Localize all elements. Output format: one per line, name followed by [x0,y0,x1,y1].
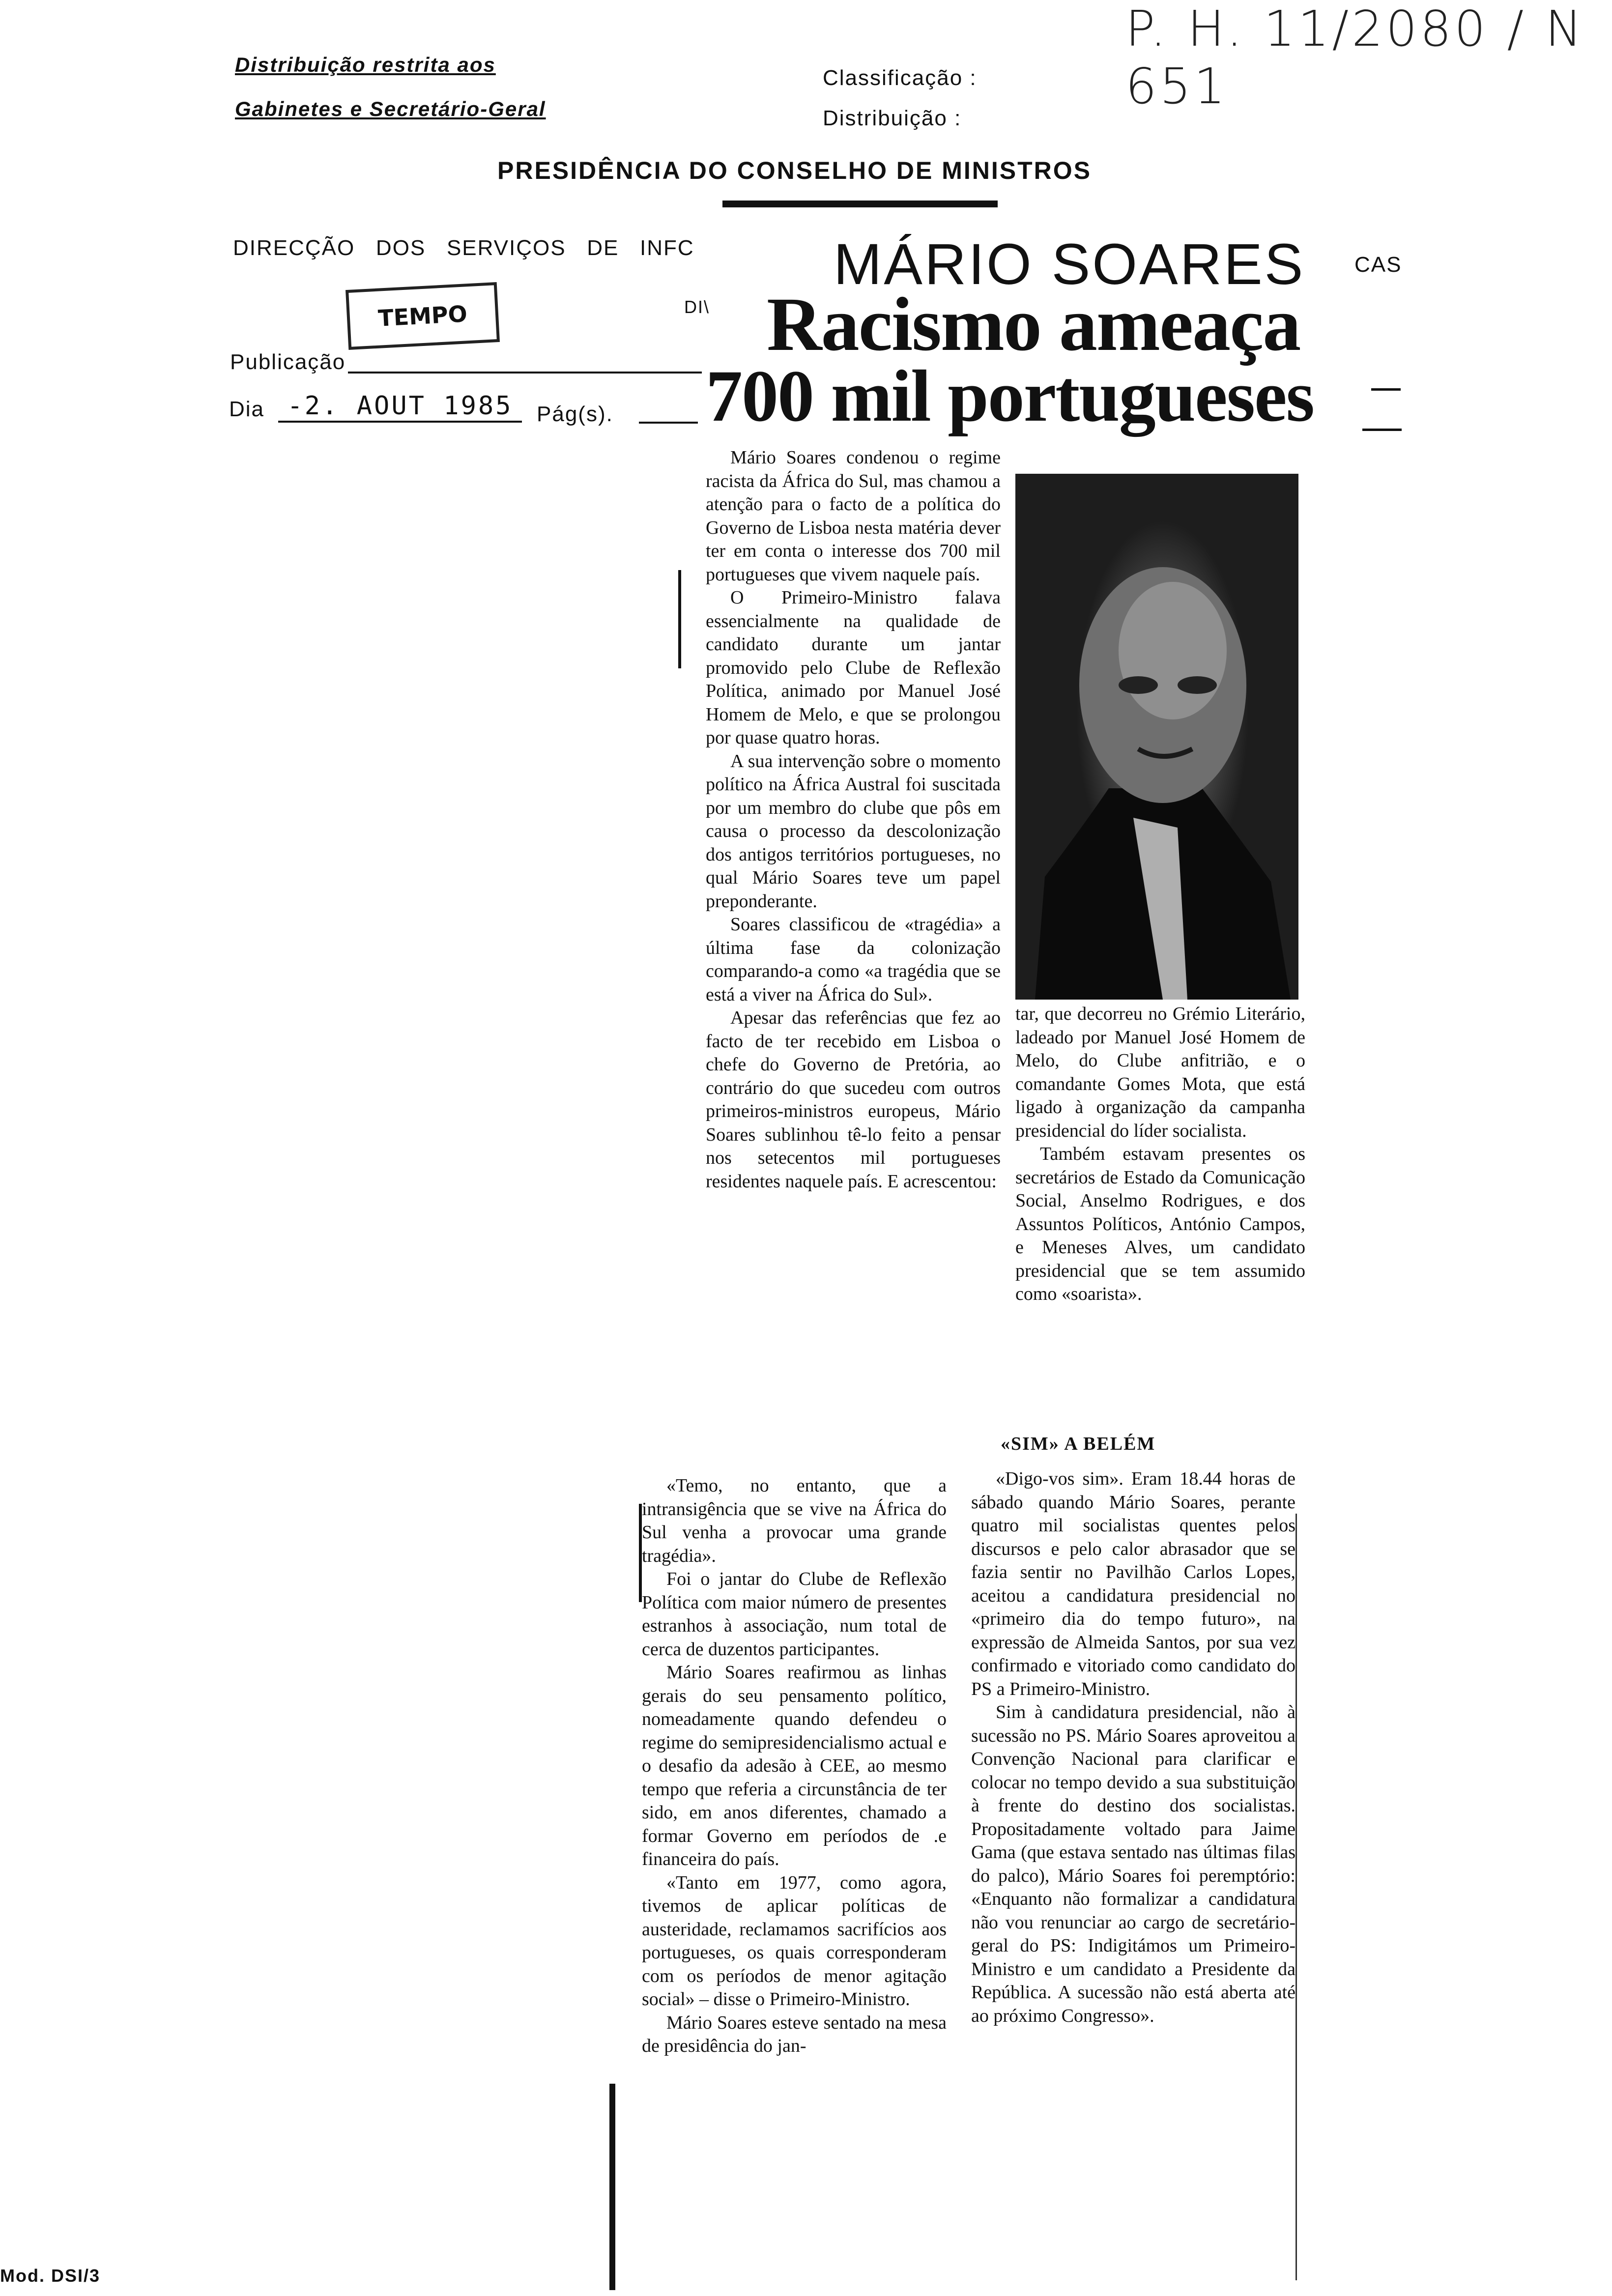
distribution-line-1: Distribuição restrita aos [235,53,496,76]
portrait-photo [1015,474,1298,1000]
classificacao-label: Classificação : [823,66,977,90]
paragraph: Soares classificou de «tragédia» a última fase da colonização comparando-a como «a tragédia que se está a viver na África do Sul». [706,914,1001,1005]
publicacao-line [348,372,702,373]
column-1-top [706,446,1001,1193]
direccao-line-end: CAS [1354,253,1402,277]
column-2-bottom [971,1467,1295,2028]
handwritten-reference: P. H. 11/2080 / N 651 [1125,0,1585,115]
form-code: Mod. DSI/3 [0,2266,101,2286]
column-2-top [1015,1003,1305,1306]
date-stamp: -2. AOUT 1985 [278,391,522,423]
column-1-bottom [642,1474,947,2058]
paragraph: Mário Soares reafirmou as linhas gerais do seu pensamento político, nomeadamente quando defendeu o regime do semipresidencialismo actual e o desafio da adesão à CEE, ao mesmo tempo que referia a circunstância de ter sido, em anos diferentes, chamado a formar Governo em períodos de .e financeira do país. [642,1662,947,1869]
headline-line-1: Racismo ameaça [767,282,1300,367]
dia-label: Dia [229,397,265,421]
section-subhead: «SIM» A BELÉM [1001,1434,1156,1454]
pag-label: Pág(s). [537,402,613,426]
paragraph: A sua intervenção sobre o momento político na África Austral foi suscitada por um membro do clube que pôs em causa o processo da descolonização dos antigos territórios portugueses, no qual Mário Soares teve um papel preponderante. [706,750,1001,912]
headline-rule-1 [1371,388,1401,391]
header-rule [722,201,998,207]
paragraph: Sim à candidatura presidencial, não à sucessão no PS. Mário Soares aproveitou a Convenção Nacional para clarificar e colocar no tempo devido a sua substituição à frente do destino dos socialistas. Propositadamente voltado para Jaime Gama (que estava sentado nas últimas filas do palco), Mário Soares foi peremptório: «Enquanto não formalizar a candidatura não vou renunciar ao cargo de secretário-geral do PS: Indigitámos um Primeiro-Ministro e um candidato a Presidente da República. A sucessão não está aberta até ao próximo Congresso». [971,1702,1295,2026]
paragraph: «Tanto em 1977, como agora, tivemos de aplicar políticas de austeridade, reclamamos sacrifícios aos portugueses, os quais corresponderam com os períodos de menor agitação social» – disse o Primeiro-Ministro. [642,1872,947,2009]
distribution-line-2: Gabinetes e Secretário-Geral [235,97,546,120]
paragraph: Também estavam presentes os secretários de Estado da Comunicação Social, Anselmo Rodrigues, e dos Assuntos Políticos, António Campos, e Meneses Alves, um candidato presidencial que se tem assumido como «soarista». [1015,1144,1305,1304]
paragraph: «Digo-vos sim». Eram 18.44 horas de sábado quando Mário Soares, perante quatro mil socialistas quentes pelos discursos e pelo calor abrasador que se fazia sentir no Pavilhão Carlos Lopes, aceitou a candidatura presidencial no «primeiro dia do tempo futuro», na expressão de Almeida Santos, por sua vez confirmado e vitoriado como candidato do PS a Primeiro-Ministro. [971,1468,1295,1699]
margin-mark-1 [678,570,681,668]
paragraph: Mário Soares esteve sentado na mesa de presidência do jan- [642,2012,947,2056]
margin-mark-3 [609,2084,615,2290]
article-kicker: MÁRIO SOARES [834,232,1305,297]
headline-line-2: 700 mil portugueses [706,355,1314,437]
presidency-title: PRESIDÊNCIA DO CONSELHO DE MINISTROS [497,157,1092,184]
division-fragment: DI\ [684,297,710,317]
headline-rule-2 [1362,429,1402,431]
paragraph: Foi o jantar do Clube de Reflexão Política com maior número de presentes estranhos à associação, num total de cerca de duzentos participantes. [642,1569,947,1660]
paragraph: Mário Soares condenou o regime racista da África do Sul, mas chamou a atenção para o facto de a política do Governo de Lisboa nesta matéria dever ter em conta o interesse dos 700 mil portugueses que vivem naquele país. [706,447,1001,585]
paragraph: O Primeiro-Ministro falava essencialmente na qualidade de candidato durante um jantar promovido pelo Clube de Reflexão Política, animado por Manuel José Homem de Melo, e que se prolongou por quase quatro horas. [706,587,1001,748]
publication-stamp: TEMPO [345,282,500,350]
distribuicao-label: Distribuição : [823,106,962,130]
paragraph: «Temo, no entanto, que a intransigência que se vive na África do Sul venha a provocar uma grande tragédia». [642,1475,947,1566]
publicacao-label: Publicação [230,350,346,374]
column-right-rule [1295,1514,1297,2280]
direccao-line: DIRECÇÃO DOS SERVIÇOS DE INFC [233,236,694,260]
paragraph: Apesar das referências que fez ao facto de ter recebido em Lisboa o chefe do Governo de Pretória, ao contrário do que sucedeu com outros primeiros-ministros europeus, Mário Soares sublinhou tê-lo feito a pensar nos setecentos mil portugueses residentes naquele país. E acrescentou: [706,1007,1001,1192]
pag-line [639,422,698,424]
paragraph: tar, que decorreu no Grémio Literário, ladeado por Manuel José Homem de Melo, do Clube anfitrião, e o comandante Gomes Mota, que está ligado à organização da campanha presidencial do líder socialista. [1015,1004,1305,1141]
